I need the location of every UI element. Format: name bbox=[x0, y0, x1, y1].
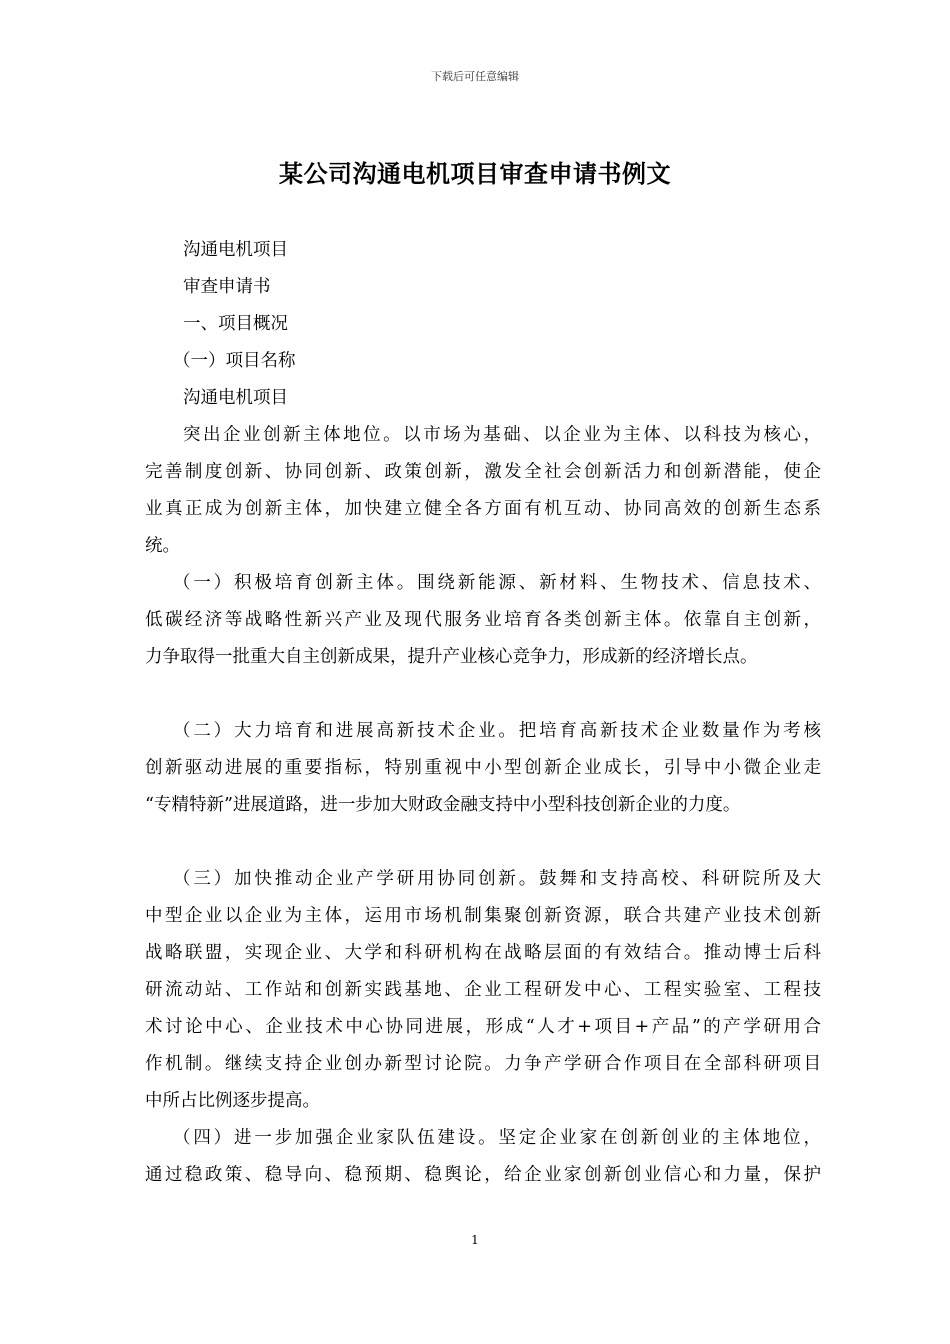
paragraph-line: 低碳经济等战略性新兴产业及现代服务业培育各类创新主体。依靠自主创新， bbox=[145, 610, 821, 630]
paragraph-line: “专精特新”进展道路，进一步加大财政金融支持中小型科技创新企业的力度。 bbox=[145, 795, 741, 815]
paragraph-line: （一）积极培育创新主体。围绕新能源、新材料、生物技术、信息技术、 bbox=[173, 573, 821, 593]
paragraph-line: 完善制度创新、协同创新、政策创新，激发全社会创新活力和创新潜能，使企 bbox=[145, 462, 821, 482]
document-body bbox=[145, 232, 821, 1194]
intro-line: 沟通电机项目 bbox=[183, 240, 288, 260]
paragraph-line: 突出企业创新主体地位。以市场为基础、以企业为主体、以科技为核心， bbox=[183, 425, 821, 445]
section-heading: 一、项目概况 bbox=[183, 314, 288, 334]
intro-line: 审查申请书 bbox=[183, 277, 271, 297]
paragraph-gap bbox=[145, 676, 821, 713]
paragraph-line: 力争取得一批重大自主创新成果，提升产业核心竞争力，形成新的经济增长点。 bbox=[145, 647, 758, 667]
intro-line: 沟通电机项目 bbox=[183, 388, 288, 408]
paragraph-line: 中所占比例逐步提高。 bbox=[145, 1091, 320, 1111]
paragraph-gap bbox=[145, 824, 821, 861]
paragraph-line: 术讨论中心、企业技术中心协同进展，形成“人才+项目+产品”的产学研用合 bbox=[145, 1017, 821, 1037]
paragraph-line: 通过稳政策、稳导向、稳预期、稳舆论，给企业家创新创业信心和力量，保护 bbox=[145, 1165, 821, 1185]
page-number: 1 bbox=[471, 1233, 479, 1247]
subsection-heading: （一）项目名称 bbox=[173, 351, 296, 371]
paragraph-line: 作机制。继续支持企业创办新型讨论院。力争产学研合作项目在全部科研项目 bbox=[145, 1054, 821, 1074]
header-note: 下载后可任意编辑 bbox=[431, 70, 519, 83]
paragraph-line: （三）加快推动企业产学研用协同创新。鼓舞和支持高校、科研院所及大 bbox=[173, 869, 821, 889]
paragraph-line: （二）大力培育和进展高新技术企业。把培育高新技术企业数量作为考核 bbox=[173, 721, 821, 741]
paragraph-line: 业真正成为创新主体，加快建立健全各方面有机互动、协同高效的创新生态系 bbox=[145, 499, 821, 519]
paragraph-line: （四）进一步加强企业家队伍建设。坚定企业家在创新创业的主体地位， bbox=[173, 1128, 821, 1148]
paragraph-line: 战略联盟，实现企业、大学和科研机构在战略层面的有效结合。推动博士后科 bbox=[145, 943, 821, 963]
paragraph-line: 创新驱动进展的重要指标，特别重视中小型创新企业成长，引导中小微企业走 bbox=[145, 758, 821, 778]
document-title: 某公司沟通电机项目审查申请书例文 bbox=[279, 159, 671, 188]
paragraph-line: 统。 bbox=[145, 536, 180, 556]
paragraph-line: 中型企业以企业为主体，运用市场机制集聚创新资源，联合共建产业技术创新 bbox=[145, 906, 821, 926]
paragraph-line: 研流动站、工作站和创新实践基地、企业工程研发中心、工程实验室、工程技 bbox=[145, 980, 821, 1000]
